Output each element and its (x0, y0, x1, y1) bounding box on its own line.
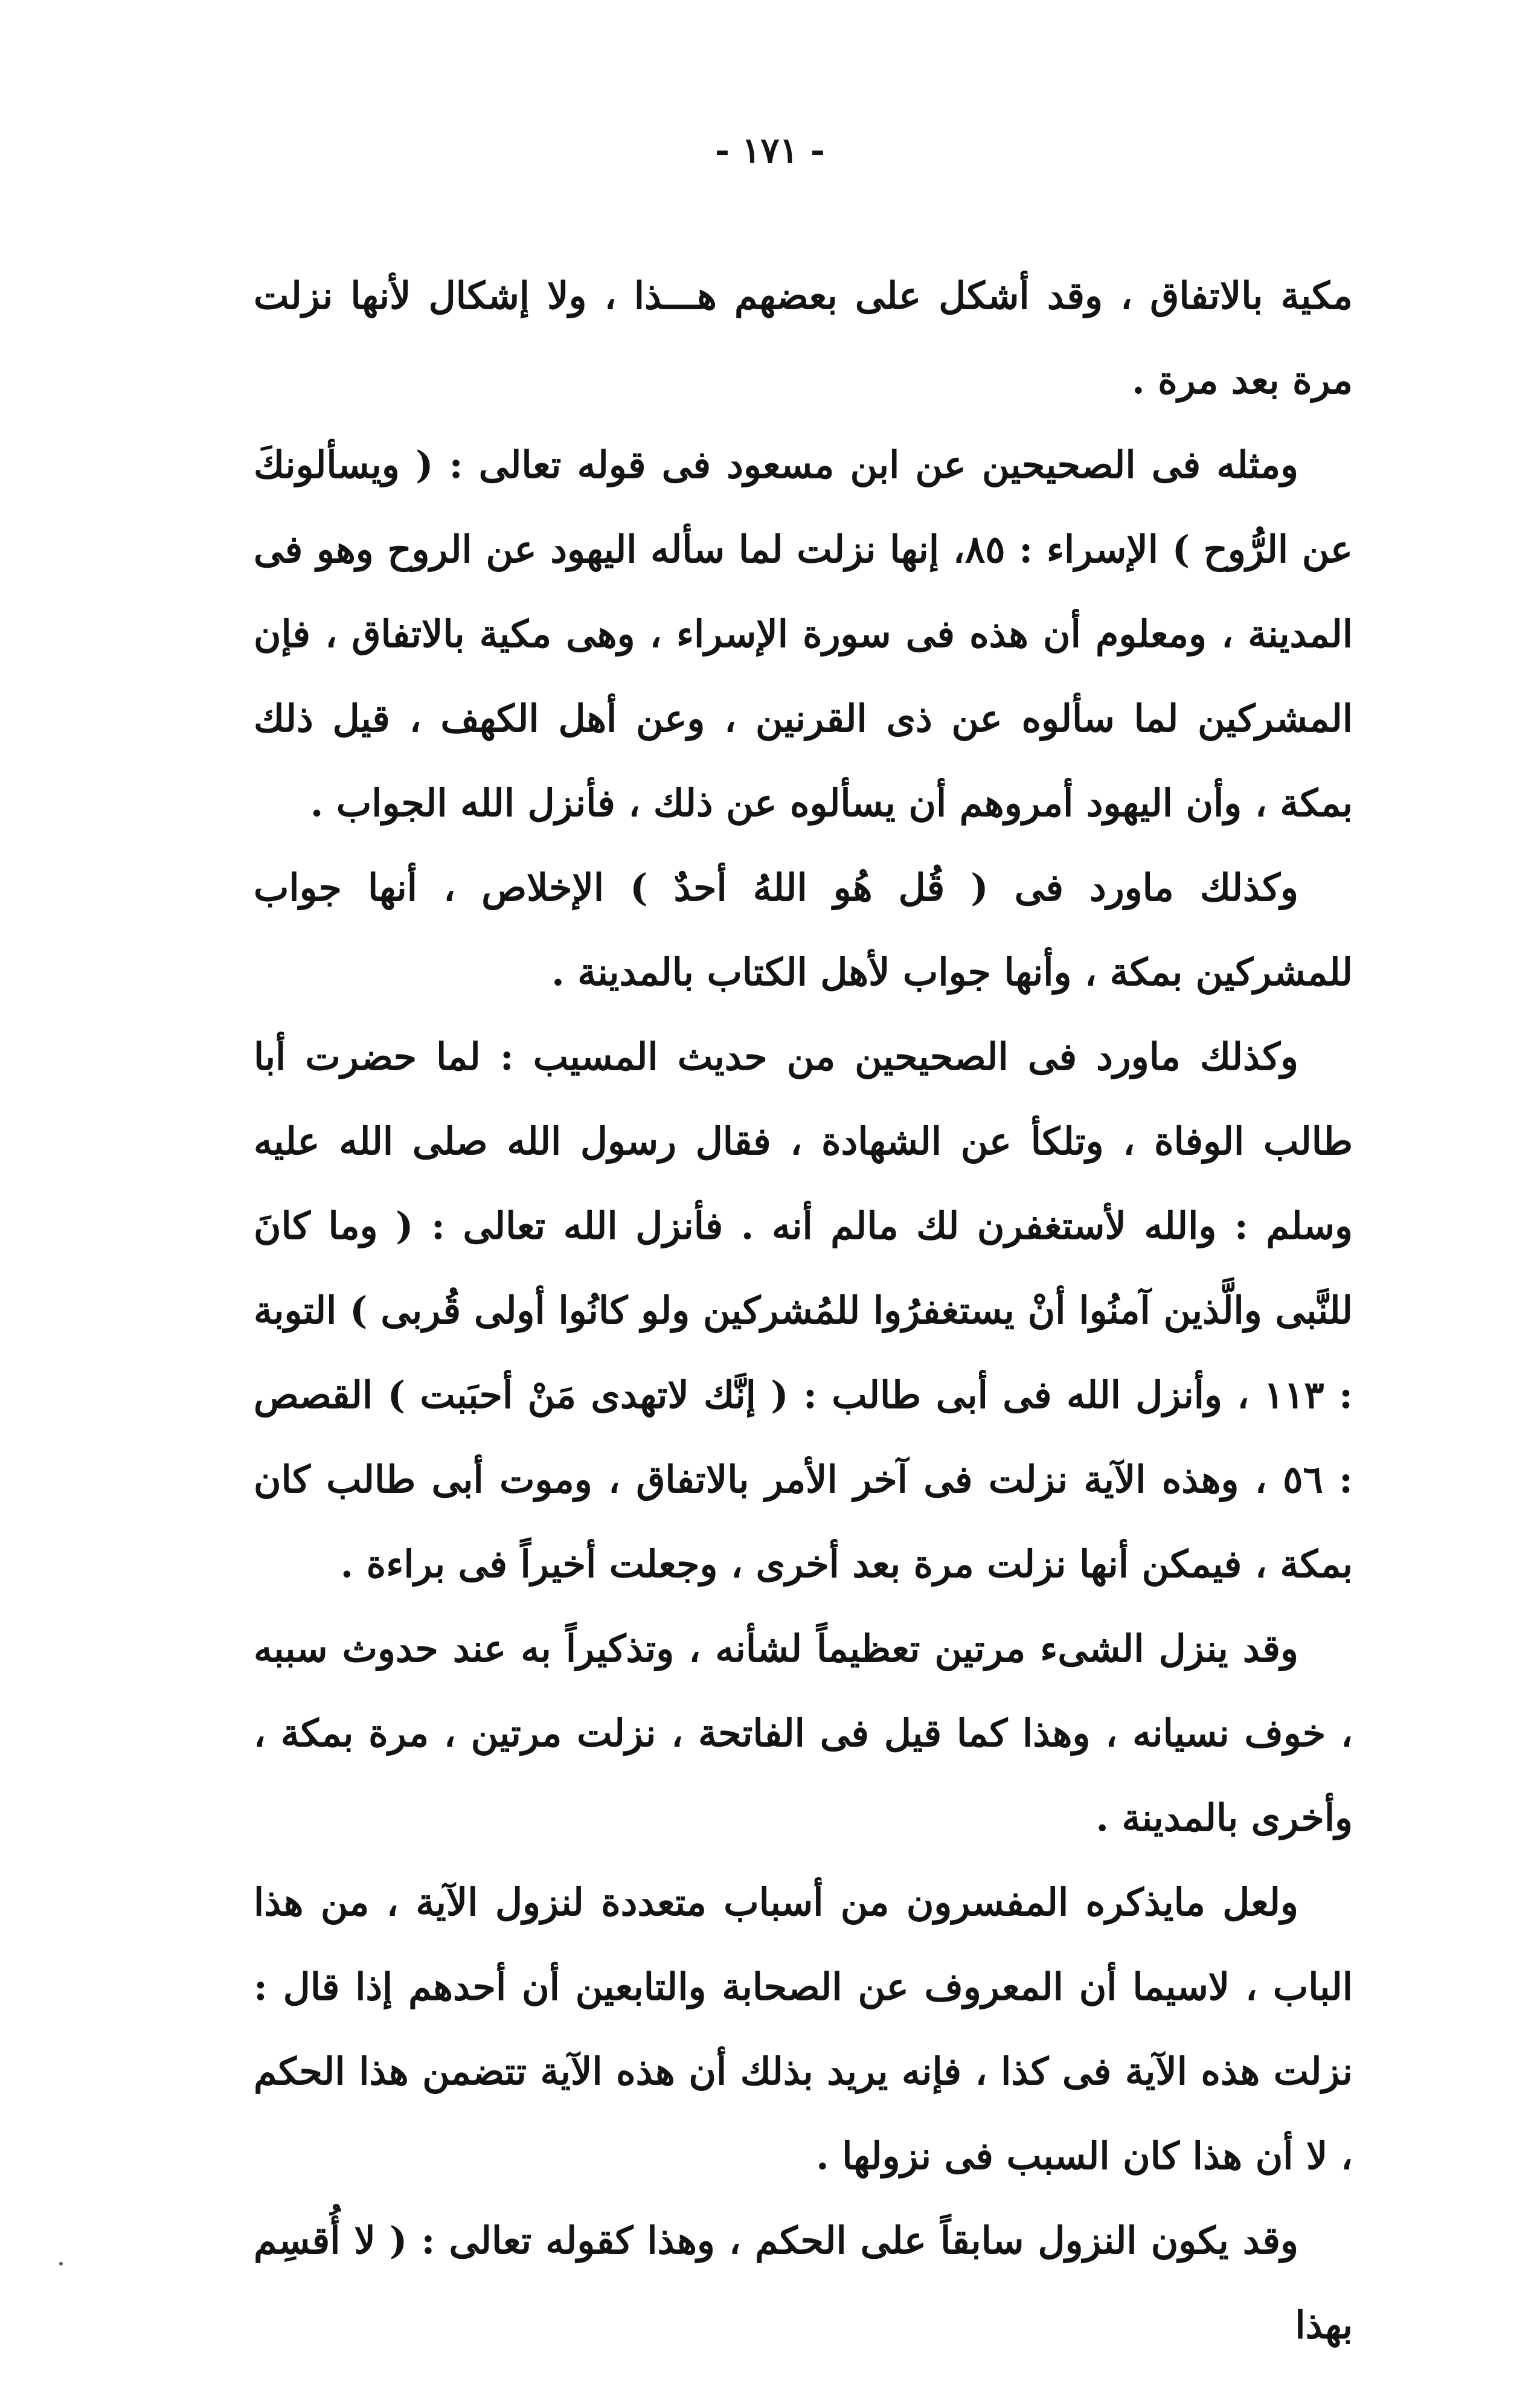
paragraph-6: ولعل مايذكره المفسرون من أسباب متعددة لنزول الآية ، من هذا الباب ، لاسيما أن المعروف عن الصحابة والتابعين أن أحدهم إذا قال : نزلت هذه الآية فى كذا ، فإنه يريد بذلك أن هذه الآية تتضمن هذا الحكم ، لا أن هذا كان السبب فى نزولها . (254, 1880, 1353, 2178)
paragraph-1: مكية بالاتفاق ، وقد أشكل على بعضهم هـــذا ، ولا إشكال لأنها نزلت مرة بعد مرة . (254, 274, 1353, 402)
paragraph-4: وكذلك ماورد فى الصحيحين من حديث المسيب : لما حضرت أبا طالب الوفاة ، وتلكأ عن الشهادة ، فقال رسول الله صلى الله عليه وسلم : والله لأستغفرن لك مالم أنه . فأنزل الله تعالى : ( وما كانَ للنَّبى والَّذين آمنُوا أنْ يستغفرُوا للمُشركين ولو كانُوا أولى قُربى ) التوبة : ١١٣ ، وأنزل الله فى أبى طالب : ( إنَّك لاتهدى مَنْ أحبَبت ) القصص : ٥٦ ، وهذه الآية نزلت فى آخر الأمر بالاتفاق ، وموت أبى طالب كان بمكة ، فيمكن أنها نزلت مرة بعد أخرى ، وجعلت أخيراً فى براءة . (254, 1035, 1353, 1586)
body-text (254, 254, 1353, 2368)
paragraph-2: ومثله فى الصحيحين عن ابن مسعود فى قوله تعالى : ( ويسألونكَ عن الرُّوح ) الإسراء : ٨٥، إنها نزلت لما سأله اليهود عن الروح وهو فى المدينة ، ومعلوم أن هذه فى سورة الإسراء ، وهى مكية بالاتفاق ، فإن المشركين لما سألوه عن ذى القرنين ، وعن أهل الكهف ، قيل ذلك بمكة ، وأن اليهود أمروهم أن يسألوه عن ذلك ، فأنزل الله الجواب . (254, 443, 1353, 825)
page-number: - ١٧١ - (715, 130, 825, 171)
paragraph-5: وقد ينزل الشىء مرتين تعظيماً لشأنه ، وتذكيراً به عند حدوث سببه ، خوف نسيانه ، وهذا كما قيل فى الفاتحة ، نزلت مرتين ، مرة بمكة ، وأخرى بالمدينة . (254, 1626, 1353, 1840)
scan-speck (59, 2262, 63, 2266)
paragraph-7: وقد يكون النزول سابقاً على الحكم ، وهذا كقوله تعالى : ( لا أُقسِم بهذا (254, 2218, 1353, 2347)
paragraph-3: وكذلك ماورد فى ( قُل هُو اللهُ أحدٌ ) الإخلاص ، أنها جواب للمشركين بمكة ، وأنها جواب لأهل الكتاب بالمدينة . (254, 865, 1353, 994)
